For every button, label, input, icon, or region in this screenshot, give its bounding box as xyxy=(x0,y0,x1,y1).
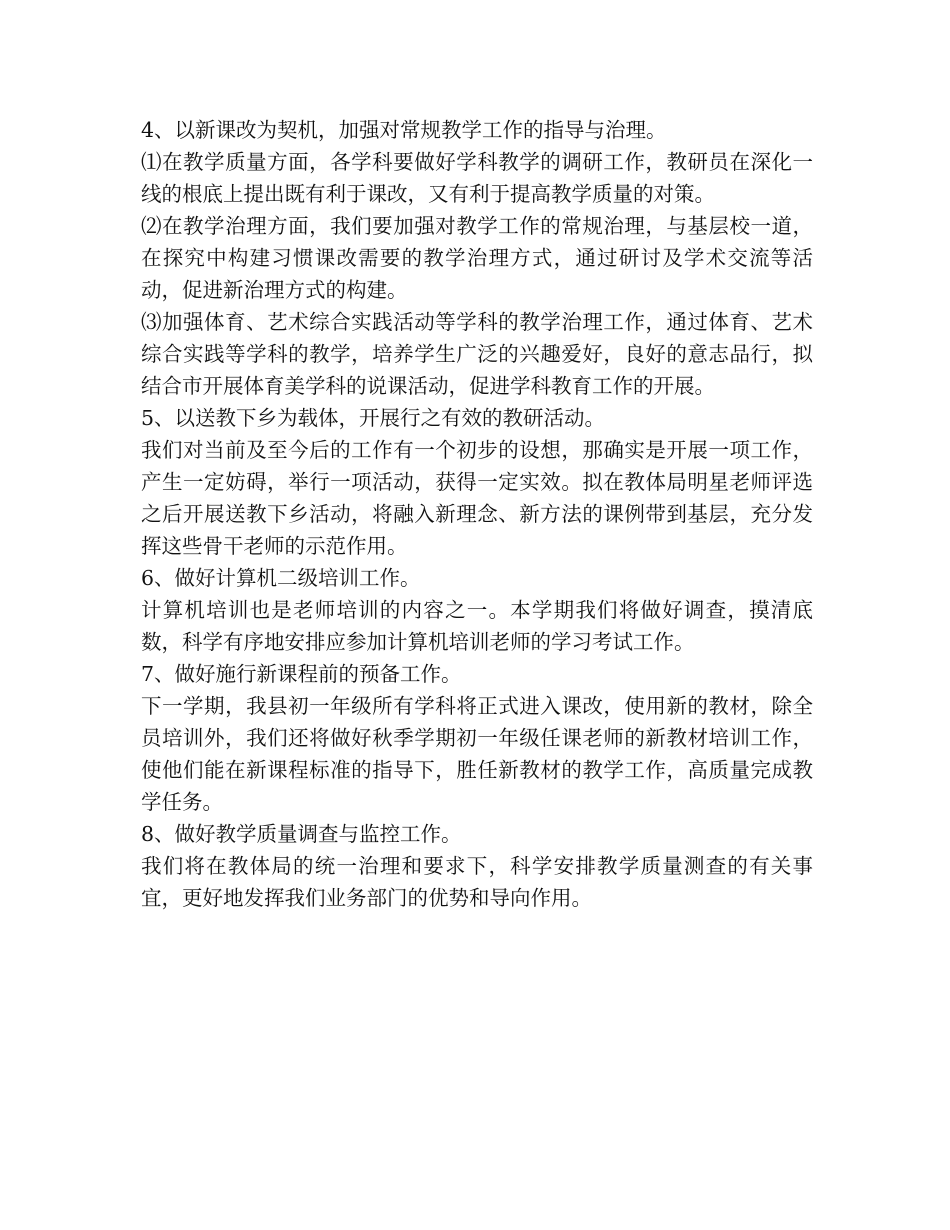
paragraph-item-3: ⑶加强体育、艺术综合实践活动等学科的教学治理工作，通过体育、艺术综合实践等学科的教学，培养学生广泛的兴趣爱好，良好的意志品行，拟结合市开展体育美学科的说课活动，促进学科教育工作的开展。 xyxy=(141,310,813,398)
document-body xyxy=(141,114,813,914)
paragraph-text: 下一学期，我县初一年级所有学科将正式进入课改，使用新的教材，除全员培训外，我们还将做好秋季学期初一年级任课老师的新教材培训工作，使他们能在新课程标准的指导下，胜任新教材的教学工作，高质量完成教学任务。 xyxy=(141,694,813,814)
section-heading-7: 7、做好施行新课程前的预备工作。 xyxy=(141,662,462,686)
paragraph-item-2: ⑵在教学治理方面，我们要加强对教学工作的常规治理，与基层校一道，在探究中构建习惯课改需要的教学治理方式，通过研讨及学术交流等活动，促进新治理方式的构建。 xyxy=(141,214,813,302)
section-heading-5: 5、以送教下乡为载体，开展行之有效的教研活动。 xyxy=(141,406,606,430)
paragraph-text: 计算机培训也是老师培训的内容之一。本学期我们将做好调查，摸清底数，科学有序地安排应参加计算机培训老师的学习考试工作。 xyxy=(141,598,813,654)
section-heading-4: 4、以新课改为契机，加强对常规教学工作的指导与治理。 xyxy=(141,118,667,142)
paragraph-text: 我们将在教体局的统一治理和要求下，科学安排教学质量测查的有关事宜，更好地发挥我们业务部门的优势和导向作用。 xyxy=(141,854,813,910)
paragraph-item-1: ⑴在教学质量方面，各学科要做好学科教学的调研工作，教研员在深化一线的根底上提出既有利于课改，又有利于提高教学质量的对策。 xyxy=(141,150,813,206)
section-heading-8: 8、做好教学质量调查与监控工作。 xyxy=(141,822,462,846)
paragraph-text: 我们对当前及至今后的工作有一个初步的设想，那确实是开展一项工作，产生一定妨碍，举行一项活动，获得一定实效。拟在教体局明星老师评选之后开展送教下乡活动，将融入新理念、新方法的课例带到基层，充分发挥这些骨干老师的示范作用。 xyxy=(141,438,813,558)
section-heading-6: 6、做好计算机二级培训工作。 xyxy=(141,566,421,590)
